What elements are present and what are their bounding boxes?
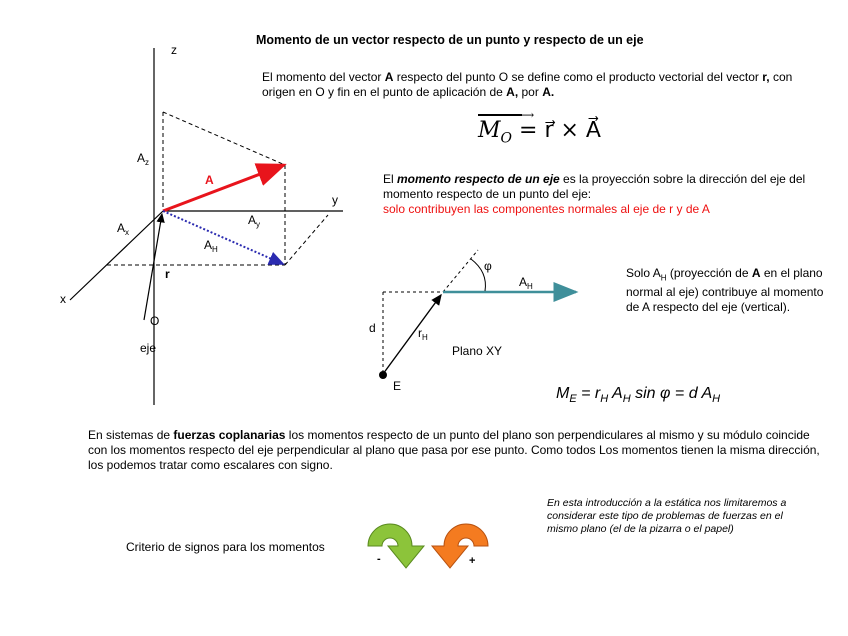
r-label: r <box>165 267 170 281</box>
ay-label: $A_y$ <box>248 213 261 229</box>
rh-label: $r_H$ <box>418 326 428 342</box>
counterclockwise-arrow-icon <box>432 524 488 568</box>
sign-criterion-label: Criterio de signos para los momentos <box>126 540 325 554</box>
rh-vector <box>383 295 441 374</box>
point-e <box>379 371 387 379</box>
plano-label: Plano XY <box>452 344 503 358</box>
me-equation: $M_E = r_H$ $A_H$ sin φ = d $A_H$ <box>556 385 721 406</box>
e-label: E <box>393 379 402 393</box>
ax-label: $A_x$ <box>117 221 130 237</box>
projection-note: Solo $A_H$ (proyección de A en el plano normal al eje) contribuye al momento de A respecto del eje (vertical). <box>626 266 824 315</box>
intro-note: En esta introducción a la estática nos limitaremos a considerar este tipo de problemas de fuerzas en el mismo plano (el de la pizarra o el papel) <box>547 497 787 535</box>
minus-sign: - <box>377 553 381 565</box>
moment-formula: ⟶ $M_O$ = r⃗ × A⃗ <box>478 108 601 147</box>
d-label: d <box>369 321 376 335</box>
r-extension <box>443 250 478 292</box>
eje-label: eje <box>140 341 157 355</box>
o-label: O <box>150 314 160 328</box>
ah-label-2d: $A_H$ <box>519 275 533 291</box>
x-label: x <box>60 292 66 306</box>
z-label: z <box>171 43 177 57</box>
red-note: solo contribuyen las componentes normales al eje de r y de A <box>383 202 710 216</box>
az-label: $A_z$ <box>137 151 150 167</box>
ah-projection <box>163 211 283 264</box>
coplanar-forces-text: En sistemas de fuerzas coplanarias los momentos respecto de un punto del plano son perpendiculares al mismo y su módulo coincide con los momentos respecto del eje perpendicular al plano que pasa por ese punto. Como todos Los momentos tienen la misma dirección, los podemos tratar como escalares con signo. <box>88 428 820 472</box>
page-title: Momento de un vector respecto de un punto y respecto de un eje <box>256 33 644 47</box>
axis-moment-text: El momento respecto de un eje es la proyección sobre la dirección del eje del momento respecto de un punto del eje: solo contribuyen las componentes normales al eje de r y de A <box>383 172 806 216</box>
definition-text: El momento del vector A respecto del punto O se define como el producto vectorial del vector r, con origen en O y fin en el punto de aplicación de A, por A. <box>262 70 793 99</box>
phi-label: φ <box>484 259 492 273</box>
clockwise-arrow-icon <box>368 524 424 568</box>
y-label: y <box>332 193 338 207</box>
r-vector <box>144 214 162 320</box>
a-vector <box>163 165 284 211</box>
construction-lines <box>107 112 328 265</box>
plus-sign: + <box>469 555 476 567</box>
ah-label-3d: $A_H$ <box>204 238 218 254</box>
a-label: A <box>205 173 214 187</box>
